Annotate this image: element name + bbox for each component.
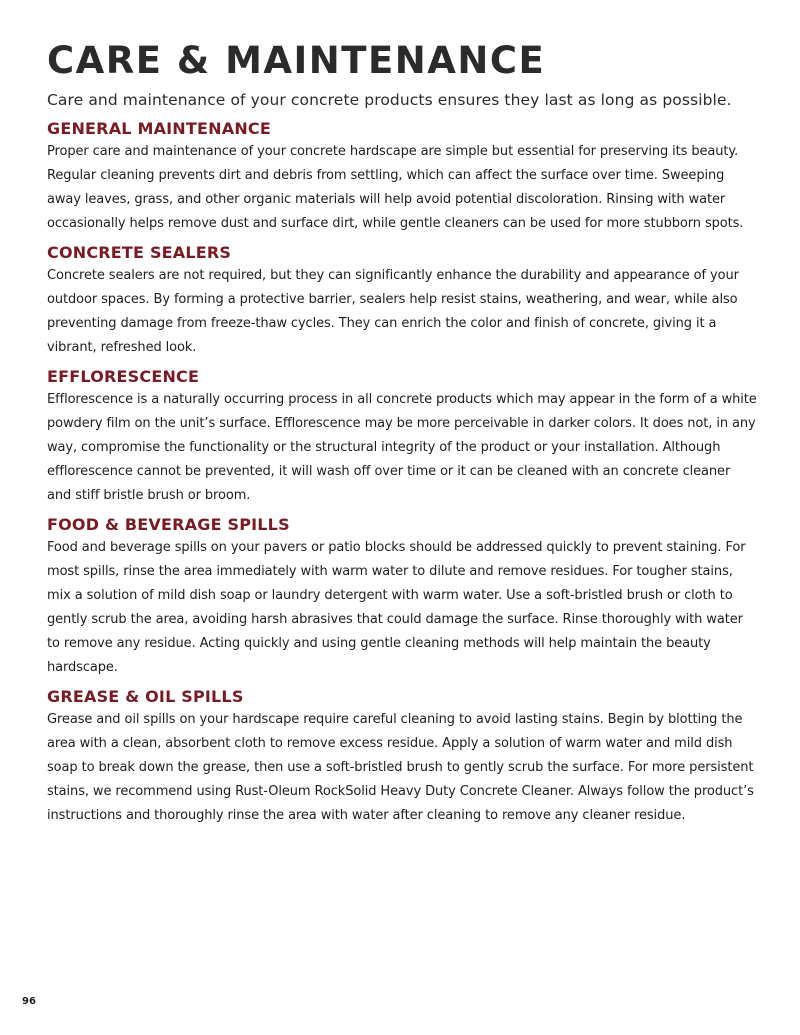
page-subtitle: Care and maintenance of your concrete products ensures they last as long as possible. xyxy=(47,91,732,109)
section-body: Concrete sealers are not required, but they can significantly enhance the durability and appearance of your outdoor spaces. By forming a protective barrier, sealers help resist stains, weathering, and wear, while also preventing damage from freeze-thaw cycles. They can enrich the color and finish of concrete, giving it a vibrant, refreshed look. xyxy=(47,268,739,355)
section-food-beverage-spills xyxy=(47,514,757,680)
section-body: Efflorescence is a naturally occurring process in all concrete products which may appear in the form of a white powdery film on the unit’s surface. Efflorescence may be more perceivable in darker colors. It does not, in any way, compromise the functionality or the structural integrity of the product or your installation. Although efflorescence cannot be prevented, it will wash off over time or it can be cleaned with an concrete cleaner and stiff bristle brush or broom. xyxy=(47,392,757,503)
section-body: Food and beverage spills on your pavers or patio blocks should be addressed quickly to prevent staining. For most spills, rinse the area immediately with warm water to dilute and remove residues. For tougher stains, mix a solution of mild dish soap or laundry detergent with warm water. Use a soft-bristled brush or cloth to gently scrub the area, avoiding harsh abrasives that could damage the surface. Rinse thoroughly with water to remove any residue. Acting quickly and using gentle cleaning methods will help maintain the beauty hardscape. xyxy=(47,540,746,675)
section-heading: GREASE & OIL SPILLS xyxy=(47,687,244,706)
section-body: Grease and oil spills on your hardscape require careful cleaning to avoid lasting stains. Begin by blotting the area with a clean, absorbent cloth to remove excess residue. Apply a solution of warm water and mild dish soap to break down the grease, then use a soft-bristled brush to gently scrub the surface. For more persistent stains, we recommend using Rust-Oleum RockSolid Heavy Duty Concrete Cleaner. Always follow the product’s instructions and thoroughly rinse the area with water after cleaning to remove any cleaner residue. xyxy=(47,712,754,823)
section-heading: FOOD & BEVERAGE SPILLS xyxy=(47,515,290,534)
section-heading: CONCRETE SEALERS xyxy=(47,243,232,262)
section-heading: EFFLORESCENCE xyxy=(47,367,200,386)
page-number: 96 xyxy=(22,996,36,1007)
page-title: CARE & MAINTENANCE xyxy=(47,39,546,82)
section-general-maintenance xyxy=(47,118,757,236)
section-grease-oil-spills xyxy=(47,686,757,828)
section-heading: GENERAL MAINTENANCE xyxy=(47,119,271,138)
section-efflorescence xyxy=(47,366,757,508)
care-maintenance-page xyxy=(47,38,757,828)
section-body: Proper care and maintenance of your concrete hardscape are simple but essential for preserving its beauty. Regular cleaning prevents dirt and debris from settling, which can affect the surface over time. Sweeping away leaves, grass, and other organic materials will help avoid potential discoloration. Rinsing with water occasionally helps remove dust and surface dirt, while gentle cleaners can be used for more stubborn spots. xyxy=(47,144,744,231)
section-concrete-sealers xyxy=(47,242,757,360)
